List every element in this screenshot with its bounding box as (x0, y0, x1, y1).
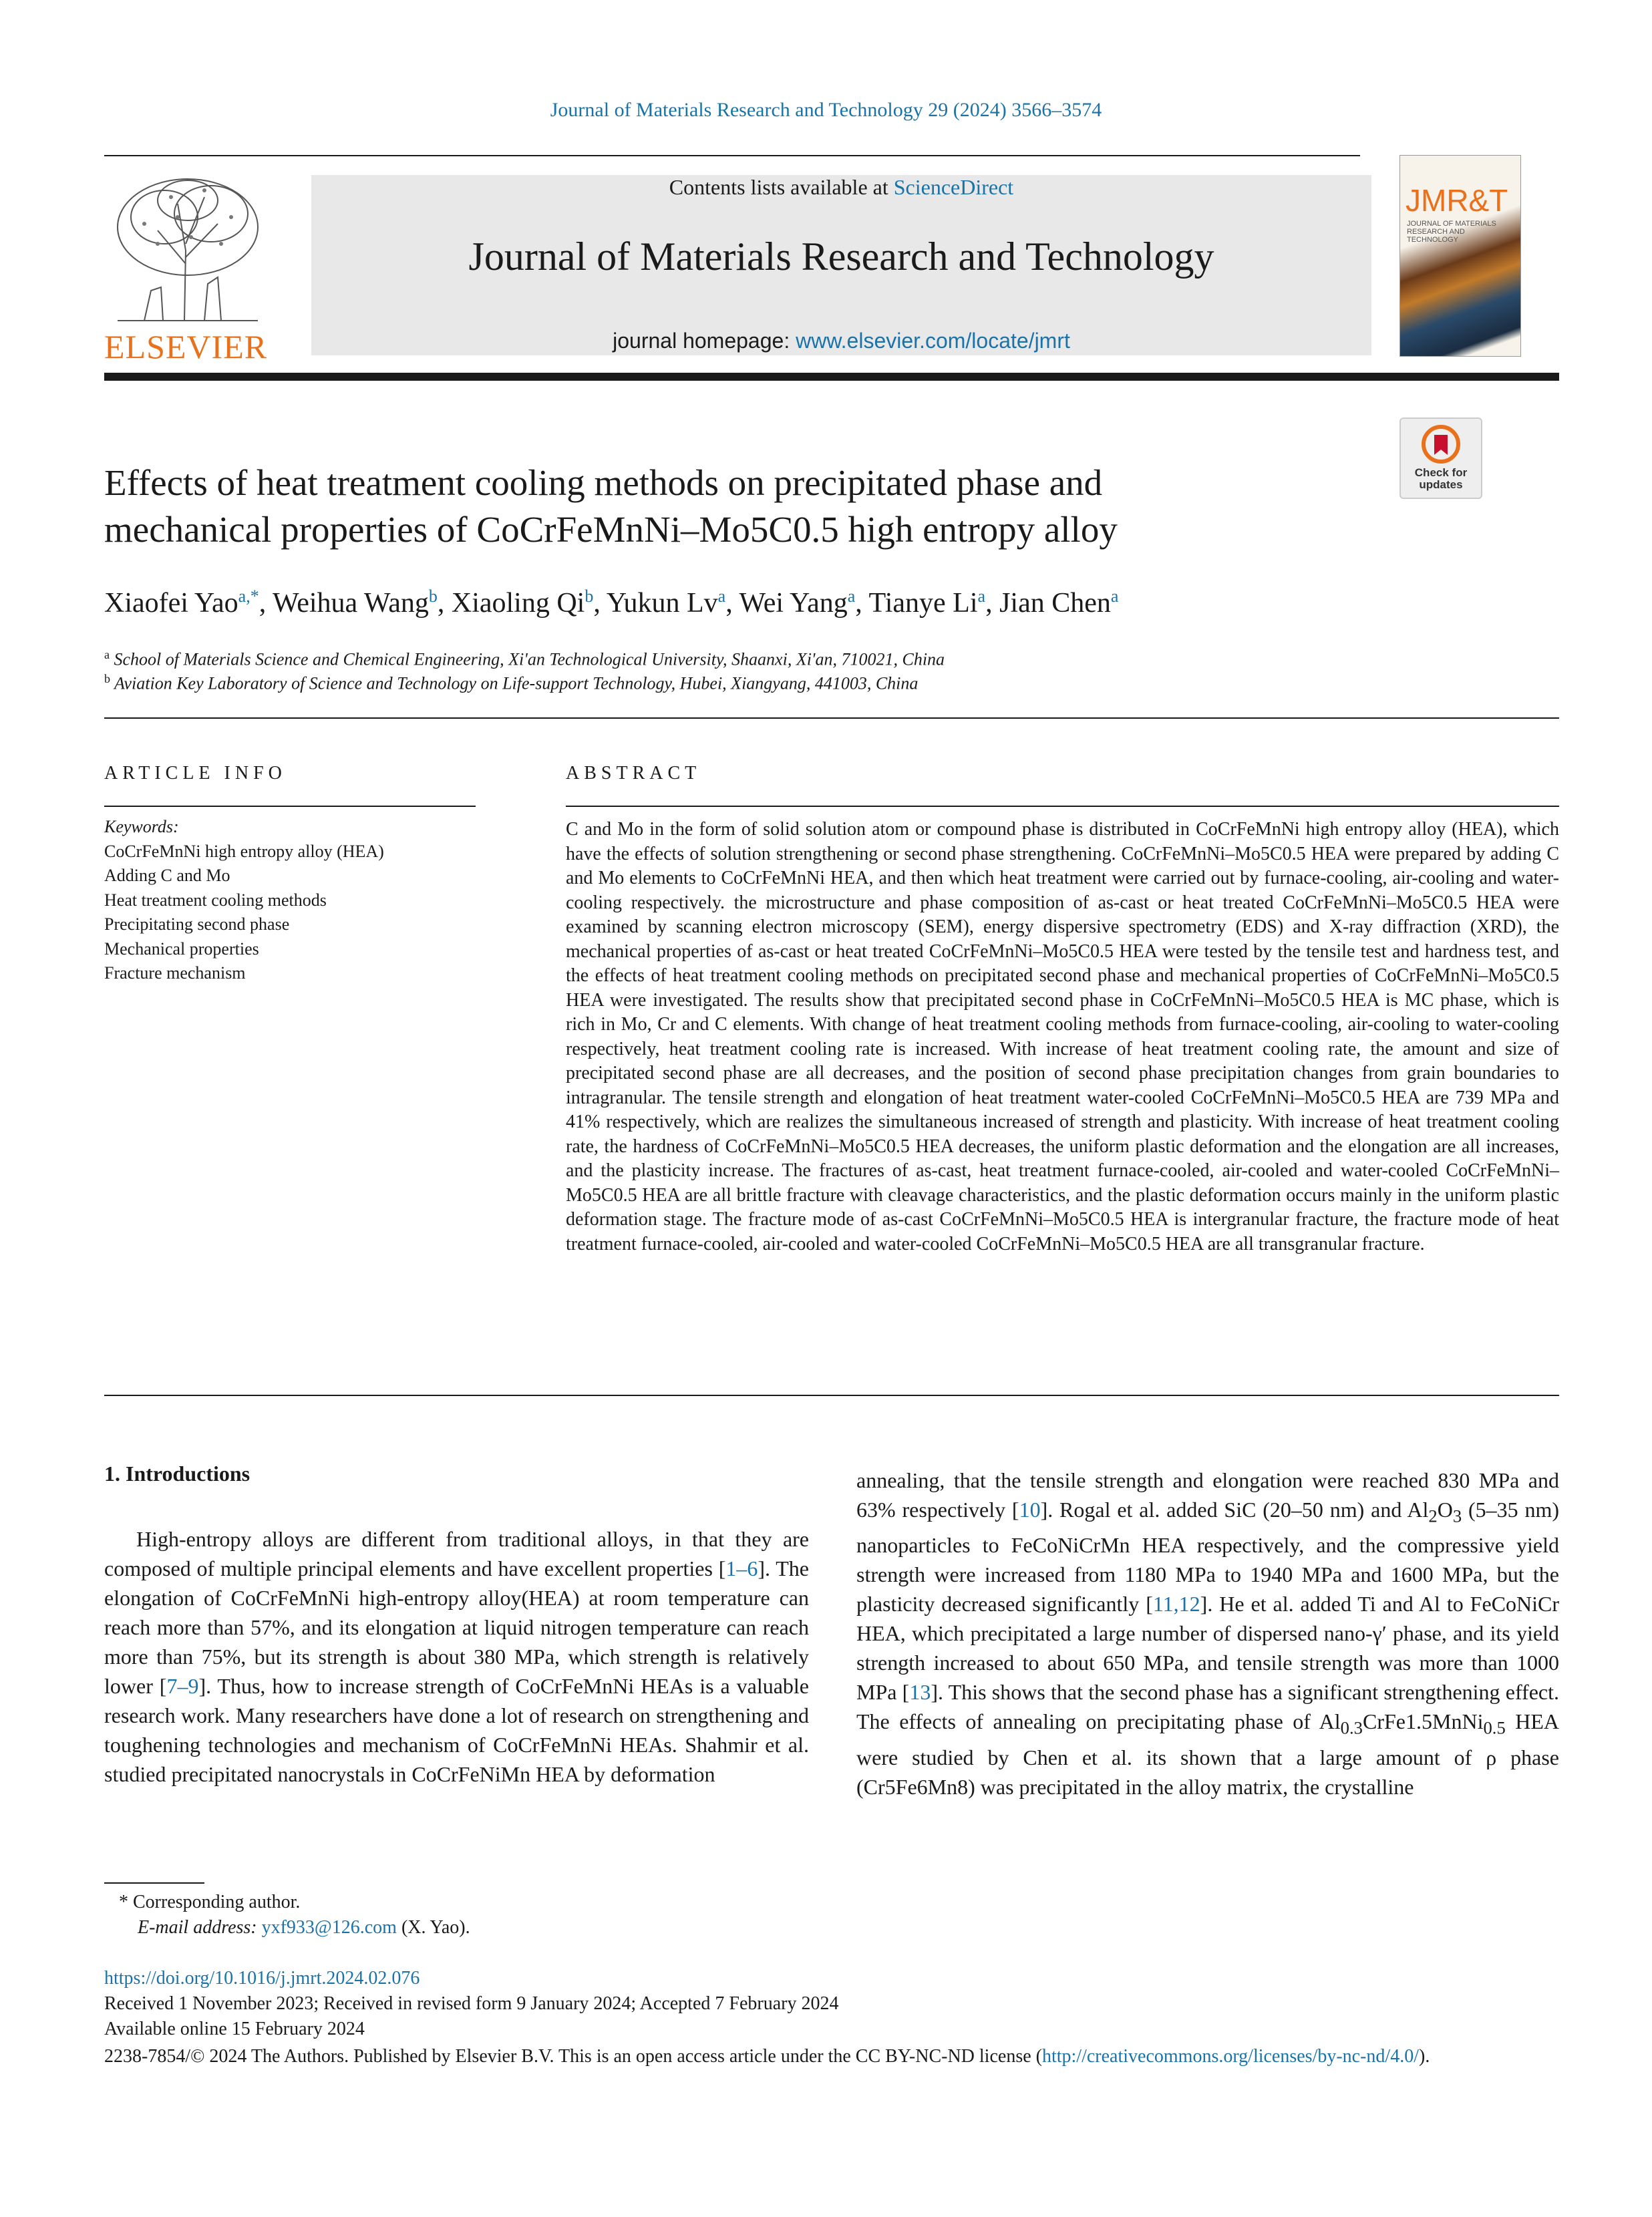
intro-text: ]. Thus, how to increase strength of CoCrFeMnNi HEAs is a valuable research work. Many researchers have done a lot of research on strengthening and toughening technologies and mechanism of CoCrFeMnNi HEAs. Shahmir et al. studied precipitated nanocrystals in CoCrFeNiMn HEA by deformation (104, 1674, 810, 1786)
bookmark-icon (1421, 424, 1461, 464)
author-affil-link[interactable]: a (847, 586, 856, 606)
intro-right-column (856, 1466, 1559, 1802)
license-statement (104, 2044, 1559, 2069)
contents-line (311, 175, 1371, 200)
footnote-rule (104, 1882, 204, 1884)
corresponding-author-note: * Corresponding author. (119, 1892, 301, 1912)
title-line-1: Effects of heat treatment cooling methods on precipitated phase and (104, 462, 1103, 503)
cover-logo: JMR&T (1406, 183, 1508, 218)
author: Wei Yang (739, 588, 848, 619)
intro-text: High-entropy alloys are different from traditional alloys, in that they are composed of multiple principal elements and have excellent properties [ (104, 1527, 809, 1580)
author-list: Xiaofei Yao$^{a,*}$, Weihua Wang$^b$, Xiaoling Qi$^b$, Yukun Lv$^a$, Wei Yang$^a$, Tianye Li$^a$, Jian Chen$^a$ (104, 586, 1119, 619)
author-affil-link[interactable]: a,* (238, 586, 259, 606)
citation-link[interactable]: 1–6 (725, 1556, 758, 1580)
cover-subtitle: JOURNAL OF MATERIALS RESEARCH AND TECHNOLOGY (1407, 220, 1496, 244)
sciencedirect-link[interactable]: ScienceDirect (893, 175, 1014, 199)
citation-link[interactable]: 13 (909, 1680, 931, 1705)
section-heading-introduction: 1. Introductions (104, 1462, 251, 1486)
title-line-2: mechanical properties of CoCrFeMnNi–Mo5C0.5 high entropy alloy (104, 509, 1118, 550)
author: Xiaoling Qi (451, 588, 585, 619)
header-bottom-rule (104, 373, 1559, 381)
affiliation-b (104, 672, 918, 694)
keyword: CoCrFeMnNi high entropy alloy (HEA) (104, 841, 384, 861)
email-note (138, 1917, 470, 1938)
intro-text: annealing, that the tensile strength and elongation were reached 830 MPa and 63% respectively [ (856, 1468, 1559, 1522)
subscript: 0.5 (1483, 1717, 1506, 1738)
affiliation-rule (104, 717, 1559, 719)
keywords-list (104, 815, 384, 986)
keyword: Mechanical properties (104, 939, 259, 959)
abstract-text: C and Mo in the form of solid solution atom or compound phase is distributed in CoCrFeMnNi high entropy alloy (HEA), which have the effects of solution strengthening or second phase strengthening. CoCrFeMnNi–Mo5C0.5 HEA were prepared by adding C and Mo elements to CoCrFeMnNi HEA, and then which heat treatment were carried out by furnace-cooling, air-cooling and water-cooling respectively. the microstructure and phase composition of as-cast or heat treated CoCrFeMnNi–Mo5C0.5 HEA were examined by scanning electron microscopy (SEM), energy dispersive spectrometry (EDS) and X-ray diffraction (XRD), the mechanical properties of as-cast or heat treated CoCrFeMnNi–Mo5C0.5 HEA were tested by the tensile test and hardness test, and the effects of heat treatment cooling methods on precipitated second phase and mechanical properties of CoCrFeMnNi–Mo5C0.5 HEA were investigated. The results show that precipitated second phase in CoCrFeMnNi–Mo5C0.5 HEA is MC phase, which is rich in Mo, Cr and C elements. With change of heat treatment cooling methods from furnace-cooling, air-cooling to water-cooling respectively, heat treatment cooling rate is increased. With increase of heat treatment cooling rate, the amount and size of precipitated second phase are all decreases, and the position of second phase precipitation changes from grain boundaries to intragranular. The tensile strength and elongation of heat treatment water-cooled CoCrFeMnNi–Mo5C0.5 HEA are 739 MPa and 41% respectively, which are realizes the simultaneous increased of strength and plasticity. With increase of heat treatment cooling rate, the hardness of CoCrFeMnNi–Mo5C0.5 HEA decreases, the uniform plastic deformation and the elongation are all increases, and the plasticity increase. The fractures of as-cast, heat treatment furnace-cooled, air-cooled and water-cooled CoCrFeMnNi–Mo5C0.5 HEA are all brittle fracture with cleavage characteristics, and the plastic deformation occurs mainly in the uniform plastic deformation stage. The fracture mode of as-cast CoCrFeMnNi–Mo5C0.5 HEA is intergranular fracture, the fracture mode of heat treatment furnace-cooled, air-cooled and water-cooled CoCrFeMnNi–Mo5C0.5 HEA are all transgranular fracture. (566, 819, 1559, 1254)
keyword: Adding C and Mo (104, 866, 230, 885)
journal-cover[interactable] (1399, 155, 1521, 357)
intro-text: (5–35 nm) nanoparticles to FeCoNiCrMn HEA respectively, and the compressive yield strength were increased from 1180 MPa to 1940 MPa and 1600 MPa, but the plasticity decreased significantly [ (856, 1498, 1559, 1616)
journal-reference[interactable]: Journal of Materials Research and Technology 29 (2024) 3566–3574 (550, 99, 1102, 121)
email-suffix: (X. Yao). (396, 1917, 470, 1938)
license-suffix: ). (1419, 2046, 1430, 2067)
homepage-line (311, 329, 1371, 353)
keyword: Precipitating second phase (104, 914, 290, 934)
abstract-heading: ABSTRACT (566, 763, 701, 784)
contents-prefix: Contents lists available at (669, 175, 894, 199)
author-affil-link[interactable]: a (977, 586, 986, 606)
intro-text: O (1437, 1498, 1453, 1522)
elsevier-tree-icon (104, 170, 271, 324)
email-label: E-mail address: (138, 1917, 262, 1938)
homepage-prefix: journal homepage: (613, 329, 796, 353)
intro-text: ]. The elongation of CoCrFeMnNi high-entropy alloy(HEA) at room temperature can reach more than 57%, and its elongation at liquid nitrogen temperature can reach more than 75%, but its strength is about 380 MPa, which strength is relatively lower [ (104, 1556, 810, 1698)
article-title (104, 460, 1347, 553)
received-dates: Received 1 November 2023; Received in revised form 9 January 2024; Accepted 7 February 2024 (104, 1993, 839, 2014)
subscript: 0.3 (1340, 1717, 1363, 1738)
keyword: Fracture mechanism (104, 963, 246, 983)
citation-link[interactable]: 10 (1019, 1498, 1041, 1522)
license-prefix: 2238-7854/© 2024 The Authors. Published by Elsevier B.V. This is an open access article under the CC BY-NC-ND license ( (104, 2046, 1042, 2067)
homepage-link[interactable]: www.elsevier.com/locate/jmrt (796, 329, 1070, 353)
author-affil-link[interactable]: b (428, 586, 438, 606)
publisher-wordmark: ELSEVIER (104, 328, 268, 365)
author: Jian Chen (999, 588, 1111, 619)
subscript: 2 (1428, 1506, 1438, 1526)
doi-link[interactable]: https://doi.org/10.1016/j.jmrt.2024.02.076 (104, 1968, 420, 1989)
citation-link[interactable]: 11,12 (1152, 1592, 1200, 1616)
journal-title: Journal of Materials Research and Technology (468, 234, 1214, 279)
affiliation-marker: b (104, 672, 110, 685)
author-affil-link[interactable]: a (717, 586, 726, 606)
subscript: 3 (1452, 1506, 1462, 1526)
intro-text: CrFe1.5MnNi (1363, 1709, 1484, 1734)
author-affil-link[interactable]: b (585, 586, 594, 606)
author-affil-link[interactable]: a (1110, 586, 1119, 606)
article-info-rule (104, 806, 476, 807)
affiliation-a (104, 648, 945, 670)
author: Weihua Wang (272, 588, 429, 619)
badge-line-1: Check for (1414, 466, 1468, 479)
affiliation-marker: a (104, 648, 110, 661)
intro-text: ]. This shows that the second phase has a significant strengthening effect. The effects of annealing on precipitating phase of Al (856, 1680, 1560, 1734)
intro-text: ]. Rogal et al. added SiC (20–50 nm) and Al (1040, 1498, 1429, 1522)
article-info-heading: ARTICLE INFO (104, 763, 287, 784)
license-link[interactable]: http://creativecommons.org/licenses/by-nc-nd/4.0/ (1041, 2046, 1419, 2067)
check-for-updates-badge[interactable] (1399, 417, 1482, 499)
abstract-bottom-rule (104, 1395, 1559, 1396)
badge-line-2: updates (1419, 478, 1463, 491)
affiliation-text: Aviation Key Laboratory of Science and Technology on Life-support Technology, Hubei, Xiangyang, 441003, China (114, 673, 919, 693)
intro-left-column (104, 1524, 809, 1789)
author: Tianye Li (868, 588, 978, 619)
affiliation-text: School of Materials Science and Chemical Engineering, Xi'an Technological University, Shaanxi, Xi'an, 710021, China (114, 649, 945, 669)
keyword: Heat treatment cooling methods (104, 890, 327, 910)
available-online: Available online 15 February 2024 (104, 2019, 365, 2039)
email-link[interactable]: yxf933@126.com (261, 1917, 397, 1938)
header-top-rule (104, 155, 1360, 156)
keywords-label: Keywords: (104, 817, 179, 836)
citation-link[interactable]: 7–9 (166, 1674, 199, 1698)
author: Xiaofei Yao (104, 588, 238, 619)
intro-text: HEA were studied by Chen et al. its shown that a large amount of ρ phase (Cr5Fe6Mn8) was precipitated in the alloy matrix, the crystalline (856, 1709, 1560, 1799)
author: Yukun Lv (606, 588, 718, 619)
intro-text: ]. He et al. added Ti and Al to FeCoNiCr HEA, which precipitated a large number of dispersed nano-γ′ phase, and its yield strength increased to about 650 MPa, and tensile strength was more than 1000 MPa [ (856, 1592, 1560, 1705)
abstract-rule (566, 806, 1559, 807)
